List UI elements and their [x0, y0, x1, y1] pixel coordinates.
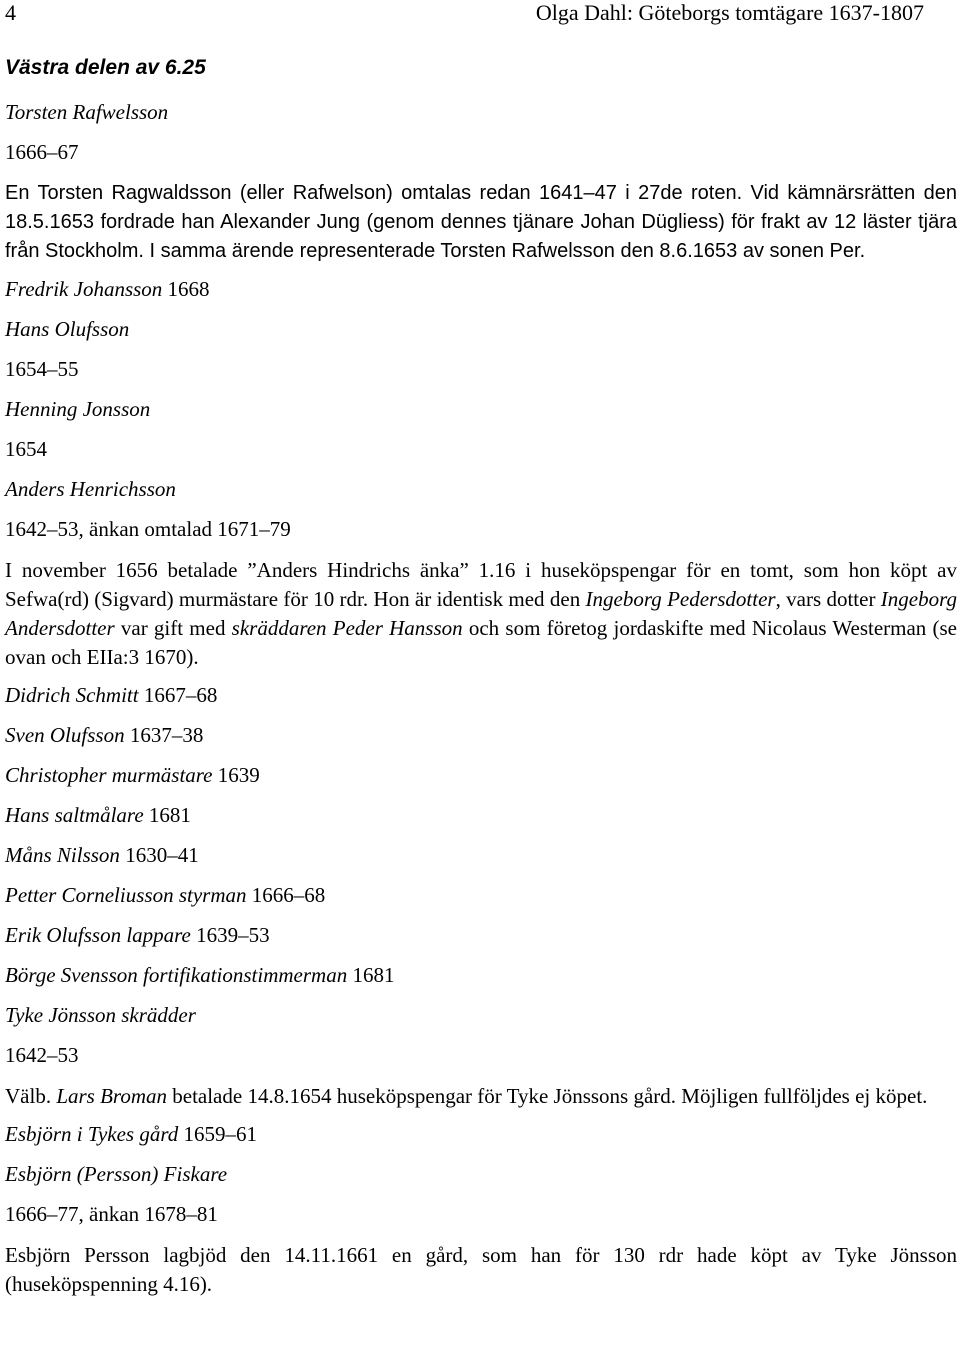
owner-years: 1642–53 [5, 1043, 79, 1067]
page-number: 4 [5, 0, 16, 25]
owner-years: 1659–61 [178, 1122, 257, 1146]
owner-entry [5, 922, 957, 948]
paragraph [5, 556, 957, 672]
paragraph-text: I november 1656 betalade ”Anders Hindrichs änka” 1.16 i huseköpspengar för en tomt, som hon köpt av Sefwa(rd) (Sigvard) murmästare för 10 rdr. Hon är identisk med den [5, 558, 957, 611]
paragraph-text: var gift med [114, 616, 232, 640]
owner-years: 1639–53 [190, 923, 270, 947]
owner-years: 1642–53, änkan omtalad 1671–79 [5, 517, 291, 541]
page-body [5, 55, 957, 1309]
owner-years: 1637–38 [124, 723, 204, 747]
owner-years: 1668 [162, 277, 210, 301]
paragraph-italic: Ingeborg Pedersdotter [585, 587, 776, 611]
owner-entry [5, 882, 957, 908]
owner-years: 1666–77, änkan 1678–81 [5, 1202, 218, 1226]
owner-years: 1666–67 [5, 140, 79, 164]
owner-entry [5, 682, 957, 708]
owner-name: Hans Olufsson [5, 317, 130, 341]
paragraph-text: betalade 14.8.1654 huseköpspengar för Tyke Jönssons gård. Möjligen fullföljdes ej köpet. [167, 1084, 928, 1108]
owner-entry [5, 1121, 957, 1147]
owner-name: Hans saltmålare [5, 803, 144, 827]
owner-name: Esbjörn i Tykes gård [5, 1122, 179, 1146]
owner-name: Christopher murmästare [5, 763, 213, 787]
owner-years: 1667–68 [138, 683, 218, 707]
owner-entry [5, 722, 957, 748]
owner-name: Torsten Rafwelsson [5, 100, 169, 124]
owner-name: Måns Nilsson [5, 843, 120, 867]
owner-years: 1681 [143, 803, 191, 827]
owner-entry [5, 762, 957, 788]
owner-name: Erik Olufsson lappare [5, 923, 191, 947]
owner-name: Didrich Schmitt [5, 683, 139, 707]
owner-years: 1654 [5, 437, 47, 461]
paragraph [5, 1082, 957, 1111]
owner-years: 1666–68 [246, 883, 326, 907]
owner-name: Sven Olufsson [5, 723, 125, 747]
owner-name: Fredrik Johansson [5, 277, 163, 301]
paragraph-text: , vars dotter [775, 587, 881, 611]
owner-name: Anders Henrichsson [5, 477, 176, 501]
owner-years: 1639 [212, 763, 260, 787]
owner-years: 1654–55 [5, 357, 79, 381]
section-title: Västra delen av 6.25 [5, 56, 206, 79]
paragraph: En Torsten Ragwaldsson (eller Rafwelson) omtalas redan 1641–47 i 27de roten. Vid kämnärsrätten den 18.5.1653 fordrade han Alexander Jung (genom dennes tjänare Johan Dügliess) för frakt av 12 läster tjära från Stockholm. I samma ärende representerade Torsten Rafwelsson den 8.6.1653 av sonen Per. [5, 182, 957, 262]
owner-years: 1681 [347, 963, 395, 987]
owner-entry [5, 842, 957, 868]
owner-name: Börge Svensson fortifikationstimmerman [5, 963, 348, 987]
paragraph-italic: Ingeborg Andersdotter [5, 587, 957, 640]
owner-entry [5, 962, 957, 988]
paragraph-text: och som företog jordaskifte med Nicolaus Westerman (se ovan och EIIa:3 1670). [5, 616, 958, 669]
page-header [0, 0, 960, 30]
paragraph-text: Välb. [5, 1084, 57, 1108]
running-title: Olga Dahl: Göteborgs tomtägare 1637-1807 [535, 0, 924, 25]
owner-years: 1630–41 [119, 843, 199, 867]
owner-name: Petter Corneliusson styrman [5, 883, 247, 907]
owner-entry [5, 802, 957, 828]
paragraph: Esbjörn Persson lagbjöd den 14.11.1661 en gård, som han för 130 rdr hade köpt av Tyke Jönsson (huseköpspenning 4.16). [5, 1243, 957, 1296]
owner-name: Tyke Jönsson skrädder [5, 1003, 196, 1027]
paragraph-italic: Lars Broman [56, 1084, 167, 1108]
owner-name: Henning Jonsson [5, 397, 151, 421]
paragraph-italic: skräddaren Peder Hansson [231, 616, 463, 640]
owner-entry [5, 276, 957, 302]
owner-name: Esbjörn (Persson) Fiskare [5, 1162, 228, 1186]
